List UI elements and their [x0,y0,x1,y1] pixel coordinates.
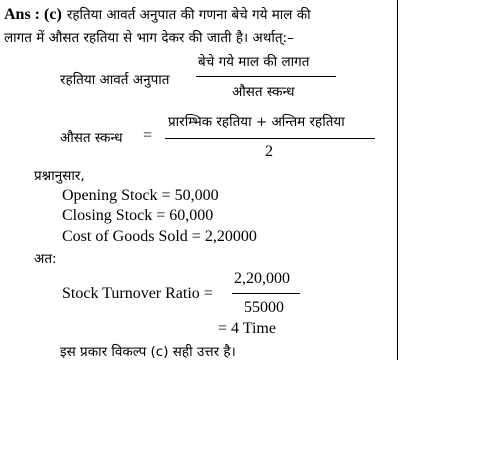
calc-result: = 4 Time [218,320,276,337]
therefore-label: अत: [34,251,57,267]
given-heading: प्रश्नानुसार, [34,168,85,184]
answer-line-1 [4,4,311,24]
formula2-numerator: प्रारम्भिक रहतिया + अन्तिम रहतिया [168,114,345,130]
column-divider [397,0,398,360]
formula1-numerator: बेचे गये माल की लागत [198,54,310,70]
given-opening-stock: Opening Stock = 50,000 [62,187,219,204]
formula1-fraction-line [196,76,336,77]
formula1-lhs: रहतिया आवर्त अनुपात [60,72,170,88]
given-closing-stock: Closing Stock = 60,000 [62,207,214,224]
answer-prefix: Ans : (c) [4,6,62,23]
formula1-denominator: औसत स्कन्ध [232,84,295,100]
formula2-fraction-line [165,138,375,139]
calc-denominator: 55000 [244,299,284,316]
calc-fraction-line [232,293,300,294]
conclusion-text: इस प्रकार विकल्प (c) सही उत्तर है। [60,344,236,360]
calc-lhs: Stock Turnover Ratio = [62,285,213,302]
answer-line-2: लागत में औसत रहतिया से भाग देकर की जाती है। अर्थात्:– [4,30,294,46]
calc-numerator: 2,20,000 [234,270,290,287]
answer-text-1: रहतिया आवर्त अनुपात की गणना बेचे गये माल की [66,7,311,23]
formula2-denominator: 2 [265,143,273,160]
formula2-lhs: औसत स्कन्ध [60,130,123,146]
given-cost-of-goods-sold: Cost of Goods Sold = 2,20000 [62,228,257,245]
formula2-equals: = [143,127,153,144]
